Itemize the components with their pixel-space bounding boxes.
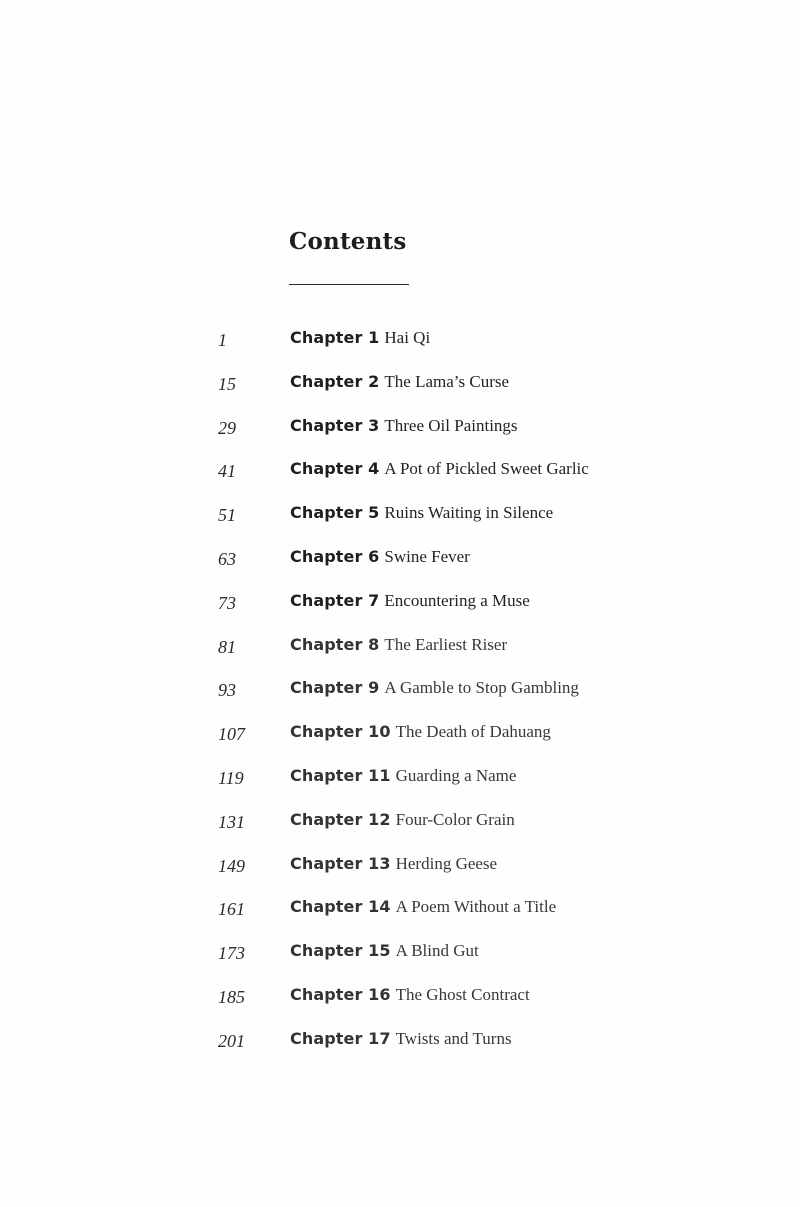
chapter-entry <box>290 635 507 655</box>
chapter-entry <box>290 328 430 348</box>
chapter-title: The Lama’s Curse <box>384 371 510 391</box>
chapter-title: The Earliest Riser <box>384 634 508 654</box>
toc-entry <box>0 931 800 975</box>
chapter-label: Chapter 16 <box>290 984 391 1004</box>
chapter-entry <box>290 591 530 611</box>
chapter-label: Chapter 11 <box>290 765 391 785</box>
chapter-entry <box>290 503 553 523</box>
chapter-entry <box>290 941 479 961</box>
page-number: 93 <box>218 680 236 701</box>
toc-entry <box>0 493 800 537</box>
page-number: 201 <box>218 1030 245 1051</box>
page-number: 161 <box>218 899 245 920</box>
page-number: 29 <box>218 417 236 438</box>
toc-entry <box>0 756 800 800</box>
chapter-title: Hai Qi <box>384 328 431 347</box>
page-number: 173 <box>218 943 245 964</box>
chapter-title: Swine Fever <box>384 546 470 566</box>
chapter-label: Chapter 15 <box>290 941 391 961</box>
chapter-entry <box>290 416 518 436</box>
page-number: 63 <box>218 548 236 569</box>
page-number: 1 <box>218 330 227 350</box>
chapter-title: Encountering a Muse <box>384 590 530 610</box>
chapter-label: Chapter 17 <box>290 1028 391 1048</box>
chapter-title: Ruins Waiting in Silence <box>384 503 554 523</box>
chapter-entry <box>290 722 551 742</box>
chapter-label: Chapter 14 <box>290 897 391 917</box>
toc-entry <box>0 581 800 625</box>
page-number: 15 <box>218 373 236 394</box>
chapter-entry <box>290 810 515 830</box>
chapter-entry <box>290 854 497 874</box>
contents-heading: Contents <box>289 228 407 255</box>
chapter-title: Herding Geese <box>395 853 498 873</box>
toc-entry <box>0 975 800 1019</box>
chapter-label: Chapter 9 <box>290 678 380 698</box>
toc-entry <box>0 800 800 844</box>
page-number: 131 <box>218 811 245 832</box>
page-number: 51 <box>218 505 236 526</box>
chapter-label: Chapter 4 <box>290 459 380 479</box>
chapter-label: Chapter 7 <box>290 590 380 610</box>
chapter-entry <box>290 985 530 1005</box>
toc-entry <box>0 449 800 493</box>
page-number: 107 <box>218 724 245 745</box>
chapter-entry <box>290 372 509 392</box>
chapter-label: Chapter 3 <box>290 415 380 435</box>
chapter-label: Chapter 10 <box>290 722 391 742</box>
chapter-entry <box>290 897 556 917</box>
chapter-entry <box>290 459 589 479</box>
page-number: 119 <box>218 767 244 788</box>
toc-entry <box>0 712 800 756</box>
toc-entry <box>0 668 800 712</box>
chapter-label: Chapter 1 <box>290 328 380 347</box>
chapter-entry <box>290 766 516 786</box>
table-of-contents <box>0 318 800 1063</box>
chapter-title: A Poem Without a Title <box>395 897 557 917</box>
chapter-title: The Death of Dahuang <box>395 722 551 742</box>
chapter-entry <box>290 678 579 698</box>
toc-entry <box>0 844 800 888</box>
page-number: 81 <box>218 636 236 657</box>
chapter-label: Chapter 6 <box>290 546 380 566</box>
chapter-title: A Gamble to Stop Gambling <box>384 678 579 698</box>
chapter-title: Three Oil Paintings <box>384 415 518 435</box>
chapter-label: Chapter 5 <box>290 503 380 523</box>
toc-entry <box>0 362 800 406</box>
toc-entry <box>0 625 800 669</box>
page-number: 185 <box>218 986 245 1007</box>
chapter-label: Chapter 2 <box>290 371 380 391</box>
chapter-title: Twists and Turns <box>395 1028 512 1048</box>
chapter-entry <box>290 1029 512 1049</box>
chapter-entry <box>290 547 470 567</box>
page-number: 41 <box>218 461 236 482</box>
chapter-title: A Pot of Pickled Sweet Garlic <box>384 459 589 479</box>
chapter-label: Chapter 13 <box>290 853 391 873</box>
page-number: 73 <box>218 592 236 613</box>
toc-entry <box>0 1019 800 1063</box>
toc-entry <box>0 537 800 581</box>
chapter-title: Guarding a Name <box>395 765 517 785</box>
chapter-title: The Ghost Contract <box>395 984 530 1004</box>
toc-entry <box>0 318 800 362</box>
page-number: 149 <box>218 855 245 876</box>
chapter-label: Chapter 8 <box>290 634 380 654</box>
toc-entry <box>0 887 800 931</box>
chapter-label: Chapter 12 <box>290 809 391 829</box>
toc-entry <box>0 406 800 450</box>
heading-rule <box>289 284 409 285</box>
chapter-title: A Blind Gut <box>395 941 479 961</box>
chapter-title: Four-Color Grain <box>395 809 515 829</box>
